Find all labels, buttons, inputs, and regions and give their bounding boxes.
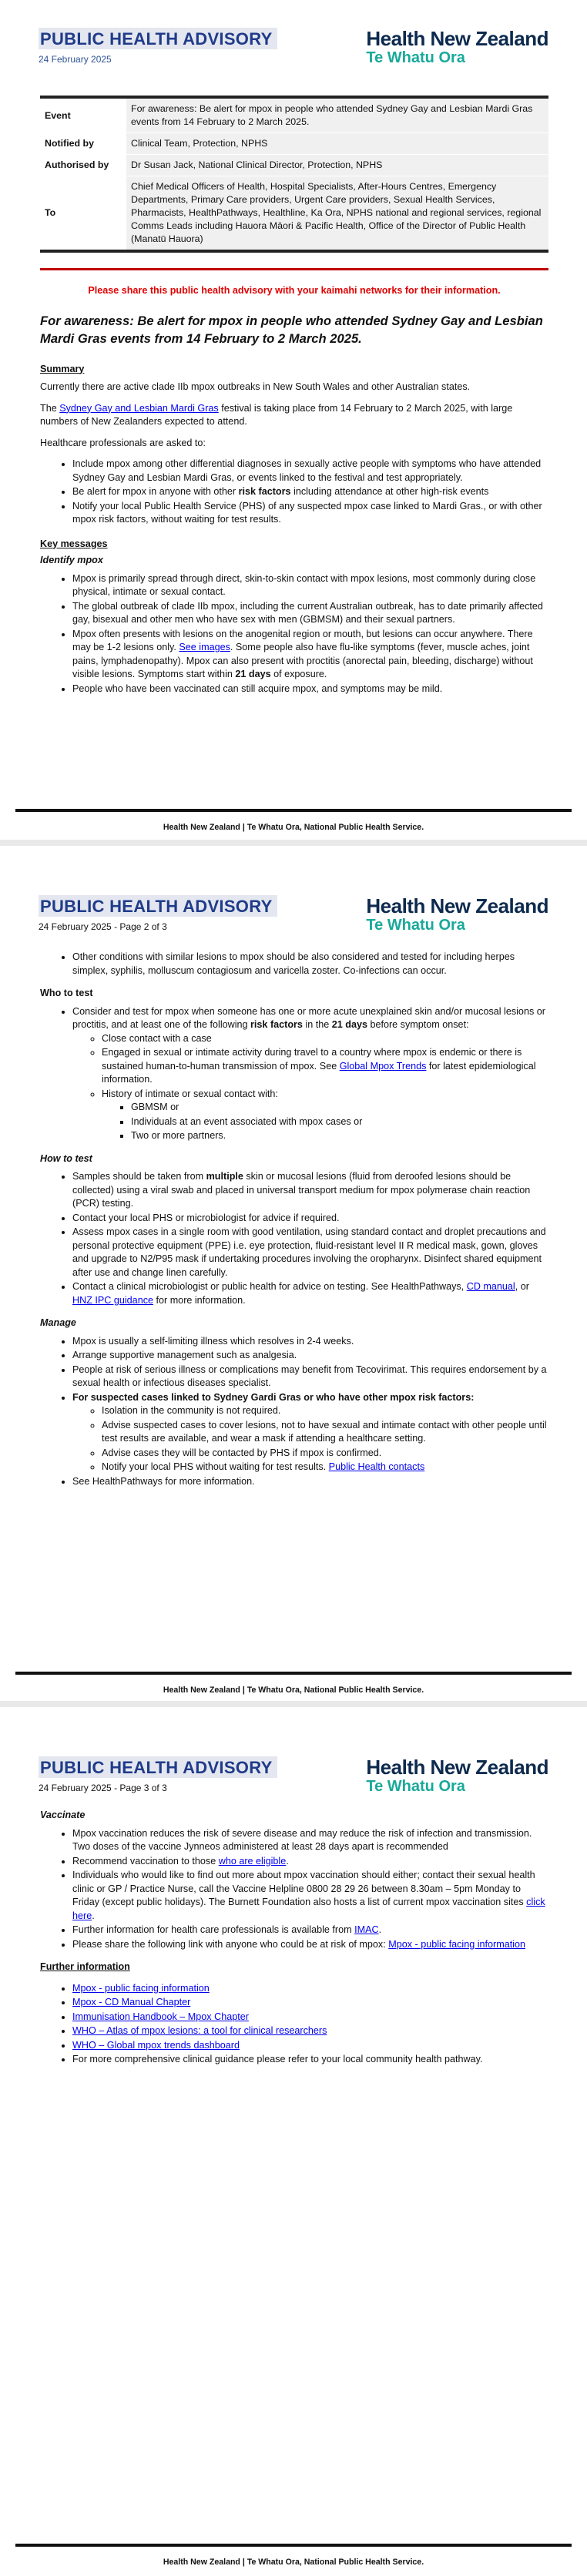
how-to-test-heading: How to test bbox=[40, 1152, 92, 1164]
list-item: ▪ GBMSM or bbox=[131, 1101, 548, 1115]
global-mpox-trends-link[interactable]: Global Mpox Trends bbox=[339, 1060, 427, 1072]
further-information-list bbox=[40, 1982, 548, 2067]
footer-text: Health New Zealand | Te Whatu Ora, National Public Health Service. bbox=[163, 2558, 424, 2567]
immunisation-handbook-link[interactable]: Immunisation Handbook – Mpox Chapter bbox=[72, 2011, 249, 2022]
eligible-link[interactable]: who are eligible bbox=[218, 1855, 287, 1867]
list-item bbox=[72, 1869, 548, 1923]
logo-maori: Te Whatu Ora bbox=[366, 1778, 465, 1795]
page-2 bbox=[0, 846, 587, 1701]
logo-english: Health New Zealand bbox=[366, 27, 548, 50]
text: . bbox=[92, 1910, 95, 1921]
identify-list bbox=[40, 572, 548, 696]
vaccinate-list bbox=[40, 1827, 548, 1952]
page-footer bbox=[15, 1672, 572, 1695]
list-item: ◦ Advise cases they will be contacted by PHS if mpox is confirmed. bbox=[102, 1447, 548, 1461]
meta-key: To bbox=[40, 176, 126, 252]
suspected-case-list bbox=[72, 1404, 548, 1474]
text-bold: risk factors bbox=[238, 486, 291, 497]
mpox-public-facing-link[interactable]: Mpox - public facing information bbox=[72, 1982, 210, 1994]
text-bold: risk factors bbox=[250, 1019, 303, 1030]
list-item: • For more comprehensive clinical guidance please refer to your local community health pathway. bbox=[72, 2053, 548, 2067]
list-item: • Mpox is usually a self-limiting illness which resolves in 2-4 weeks. bbox=[72, 1335, 548, 1349]
list-item bbox=[72, 1170, 548, 1211]
page-3 bbox=[0, 1707, 587, 2576]
advisory-meta-table bbox=[40, 96, 548, 253]
list-item: • Contact your local PHS or microbiologist for advice if required. bbox=[72, 1212, 548, 1226]
list-item bbox=[72, 1855, 548, 1869]
meta-value: Chief Medical Officers of Health, Hospital Specialists, After-Hours Centres, Emergency Departments, Primary Care providers, Urgent Care providers, Sexual Health Services, Pharmacists, HealthPathways, Healthline, Ka Ora, NPHS national and regional services, regional Comms Leads including Hauora Māori & Pacific Health, Office of the Director of Public Health (Manatū Hauora) bbox=[126, 176, 548, 252]
page-2-body bbox=[40, 948, 548, 1494]
footer-text: Health New Zealand | Te Whatu Ora, National Public Health Service. bbox=[163, 1685, 424, 1695]
text: Further information for health care professionals is available from bbox=[72, 1924, 355, 1935]
list-item: ◦ Isolation in the community is not required. bbox=[102, 1404, 548, 1418]
text: Notify your local PHS without waiting for test results. bbox=[102, 1461, 329, 1472]
imac-link[interactable]: IMAC bbox=[354, 1924, 379, 1935]
list-item bbox=[72, 1996, 548, 2010]
text: in the bbox=[302, 1019, 332, 1030]
list-item: • People who have been vaccinated can still acquire mpox, and symptoms may be mild. bbox=[72, 683, 548, 696]
logo-maori: Te Whatu Ora bbox=[366, 917, 465, 934]
list-item bbox=[72, 2011, 548, 2024]
identify-heading: Identify mpox bbox=[40, 555, 103, 565]
summary-paragraph: Healthcare professionals are asked to: bbox=[40, 437, 206, 448]
page-number: 24 February 2025 - Page 3 of 3 bbox=[39, 1783, 167, 1793]
text: skin or mucosal lesions (fluid from deroofed lesions should be collected) using a viral swab and placed in universal transport medium for mpox polymerase chain reaction (PCR) testing. bbox=[72, 1171, 531, 1209]
list-item bbox=[102, 1046, 548, 1087]
mpox-public-info-link[interactable]: Mpox - public facing information bbox=[388, 1938, 526, 1950]
list-item: ▪ Individuals at an event associated with mpox cases or bbox=[131, 1115, 548, 1129]
page-1-body bbox=[40, 96, 548, 702]
meta-key: Notified by bbox=[40, 133, 126, 155]
summary-paragraph bbox=[40, 402, 548, 429]
logo-english: Health New Zealand bbox=[366, 894, 548, 917]
meta-row-notified bbox=[40, 133, 548, 155]
meta-key: Event bbox=[40, 97, 126, 133]
summary-paragraph: Currently there are active clade IIb mpox outbreaks in New South Wales and other Australian states. bbox=[40, 381, 471, 392]
list-item bbox=[72, 2039, 548, 2053]
health-nz-logo bbox=[366, 895, 548, 934]
list-item bbox=[72, 1982, 548, 1996]
advisory-title: PUBLIC HEALTH ADVISORY bbox=[39, 895, 277, 917]
who-to-test-list bbox=[40, 1005, 548, 1143]
list-item: ▪ Two or more partners. bbox=[131, 1129, 548, 1143]
mardi-gras-link[interactable]: Sydney Gay and Lesbian Mardi Gras bbox=[59, 402, 219, 414]
list-item: • Include mpox among other differential diagnoses in sexually active people with symptoms who have attended Sydney Gay and Lesbian Mardi Gras, or events linked to the festival and test appropriately. bbox=[72, 458, 548, 485]
advisory-title: PUBLIC HEALTH ADVISORY bbox=[39, 1756, 277, 1778]
text-bold: 21 days bbox=[331, 1019, 367, 1030]
text: before symptom onset: bbox=[367, 1019, 469, 1030]
footer-text: Health New Zealand | Te Whatu Ora, National Public Health Service. bbox=[163, 823, 424, 832]
summary-list bbox=[40, 458, 548, 527]
list-item bbox=[72, 628, 548, 682]
text: of exposure. bbox=[270, 669, 327, 679]
text: Samples should be taken from bbox=[72, 1171, 206, 1182]
see-images-link[interactable]: See images bbox=[179, 642, 230, 652]
advisory-headline: For awareness: Be alert for mpox in people who attended Sydney Gay and Lesbian Mardi Gras events from 14 February to 2 March 2025. bbox=[40, 313, 543, 346]
page-footer bbox=[15, 809, 572, 832]
page-1 bbox=[0, 0, 587, 840]
page-header bbox=[39, 1756, 548, 1803]
footer-divider bbox=[15, 2544, 572, 2547]
page-number: 24 February 2025 - Page 2 of 3 bbox=[39, 921, 167, 932]
red-divider bbox=[40, 268, 548, 270]
public-health-contacts-link[interactable]: Public Health contacts bbox=[328, 1461, 425, 1472]
list-item: ◦ Close contact with a case bbox=[102, 1032, 548, 1046]
summary-heading: Summary bbox=[40, 363, 85, 374]
meta-row-event bbox=[40, 97, 548, 133]
page-3-body bbox=[40, 1809, 548, 2073]
key-messages-heading: Key messages bbox=[40, 538, 108, 549]
list-item: • Other conditions with similar lesions to mpox should be also considered and tested for including herpes simplex, syphilis, molluscum contagiosum and varicella zoster. Co-infections can occur. bbox=[72, 951, 548, 978]
list-item bbox=[72, 2024, 548, 2038]
risk-factor-list bbox=[72, 1032, 548, 1143]
page-header bbox=[39, 895, 548, 941]
text: Individuals who would like to find out more about mpox vaccination should either; contact their sexual health clinic or GP / Practice Nurse, call the Vaccine Helpline 0800 28 29 26 between 8.30am – 5pm Monday to Friday (except public holidays). The Burnett Foundation also hosts a list of current mpox vaccination sites bbox=[72, 1870, 535, 1907]
page-header bbox=[39, 28, 548, 74]
list-item bbox=[72, 1005, 548, 1143]
logo-maori: Te Whatu Ora bbox=[366, 49, 465, 66]
text: Recommend vaccination to those bbox=[72, 1855, 219, 1867]
list-item: • See HealthPathways for more information. bbox=[72, 1475, 548, 1489]
text: Engaged in sexual or intimate activity during travel to a country where mpox is endemic or there is sustained human-to-human transmission of mpox. See bbox=[102, 1047, 522, 1072]
how-to-test-list bbox=[40, 1170, 548, 1307]
list-item: • People at risk of serious illness or complications may benefit from Tecovirimat. This requires endorsement by a sexual health or infectious diseases specialist. bbox=[72, 1363, 548, 1390]
list-item: • Notify your local Public Health Service (PHS) of any suspected mpox case linked to Mardi Gras., or with other mpox risk factors, without waiting for test results. bbox=[72, 500, 548, 527]
list-item: • Mpox is primarily spread through direct, skin-to-skin contact with mpox lesions, most commonly during close physical, intimate or sexual contact. bbox=[72, 572, 548, 599]
text: . bbox=[286, 1855, 289, 1867]
who-dashboard-link[interactable]: WHO – Global mpox trends dashboard bbox=[72, 2039, 240, 2051]
advisory-date: 24 February 2025 bbox=[39, 54, 112, 65]
cd-manual-chapter-link[interactable]: Mpox - CD Manual Chapter bbox=[72, 1997, 191, 2007]
list-item bbox=[72, 485, 548, 499]
text: Be alert for mpox in anyone with other bbox=[72, 486, 239, 497]
list-item bbox=[102, 1461, 548, 1474]
hnz-ipc-guidance-link[interactable]: HNZ IPC guidance bbox=[72, 1294, 153, 1306]
list-item: • Mpox vaccination reduces the risk of severe disease and may reduce the risk of infection and transmission. Two doses of the vaccine Jynneos administered at least 28 days apart is recommended bbox=[72, 1827, 548, 1854]
cd-manual-link[interactable]: CD manual bbox=[466, 1281, 515, 1292]
other-conditions-list bbox=[40, 951, 548, 978]
text: including attendance at other high-risk events bbox=[290, 486, 489, 497]
footer-divider bbox=[15, 1672, 572, 1675]
meta-value: Clinical Team, Protection, NPHS bbox=[126, 133, 548, 155]
list-item: • The global outbreak of clade IIb mpox, including the current Australian outbreak, has to date primarily affected gay, bisexual and other men who have sex with men (GBMSM) and their sexual partners. bbox=[72, 600, 548, 627]
meta-value: Dr Susan Jack, National Clinical Director, Protection, NPHS bbox=[126, 155, 548, 176]
meta-row-to bbox=[40, 176, 548, 252]
text: . bbox=[378, 1924, 382, 1935]
meta-key: Authorised by bbox=[40, 155, 126, 176]
list-item bbox=[72, 1938, 548, 1952]
list-item bbox=[72, 1280, 548, 1307]
who-to-test-heading: Who to test bbox=[40, 988, 93, 998]
logo-english: Health New Zealand bbox=[366, 1756, 548, 1779]
health-nz-logo bbox=[366, 28, 548, 66]
who-atlas-link[interactable]: WHO – Atlas of mpox lesions: a tool for clinical researchers bbox=[72, 2025, 327, 2036]
text: for more information. bbox=[153, 1294, 246, 1306]
advisory-title: PUBLIC HEALTH ADVISORY bbox=[39, 28, 277, 49]
text: History of intimate or sexual contact with: bbox=[102, 1088, 278, 1099]
list-item: ◦ Advise suspected cases to cover lesions, not to have sexual and intimate contact with other people until test results are available, and wear a mask if attending a healthcare setting. bbox=[102, 1419, 548, 1446]
list-item bbox=[72, 1391, 548, 1474]
health-nz-logo bbox=[366, 1756, 548, 1795]
further-information-heading: Further information bbox=[40, 1961, 130, 1972]
page-footer bbox=[15, 2544, 572, 2567]
list-item bbox=[72, 1924, 548, 1937]
contact-list bbox=[102, 1101, 548, 1143]
list-item: • Assess mpox cases in a single room with good ventilation, using standard contact and droplet precautions and personal protective equipment (PPE) i.e. eye protection, fluid-resistant level II R medical mask, gown, gloves and upgrade to N2/P95 mask if undertaking procedures involving the oropharynx. Disinfect shared equipment after use and change linen carefully. bbox=[72, 1226, 548, 1280]
meta-row-authorised bbox=[40, 155, 548, 176]
list-item bbox=[102, 1088, 548, 1143]
text: The bbox=[40, 402, 60, 414]
manage-heading: Manage bbox=[40, 1317, 76, 1328]
text-bold: 21 days bbox=[235, 669, 271, 679]
text: . Some people also have flu-like symptoms (fever, muscle aches, joint pains, lymphadenopathy). Mpox can also present with proctitis (anorectal pain, bleeding, discharge) without visible lesions. Symptoms start within bbox=[72, 642, 533, 679]
text: , or bbox=[515, 1281, 529, 1292]
text-bold: multiple bbox=[206, 1171, 243, 1182]
text-bold: For suspected cases linked to Sydney Gardi Gras or who have other mpox risk factors: bbox=[72, 1391, 475, 1403]
meta-value: For awareness: Be alert for mpox in people who attended Sydney Gay and Lesbian Mardi Gras events from 14 February to 2 March 2025. bbox=[126, 97, 548, 133]
list-item: • Arrange supportive management such as analgesia. bbox=[72, 1349, 548, 1363]
footer-divider bbox=[15, 809, 572, 812]
text: Please share the following link with anyone who could be at risk of mpox: bbox=[72, 1938, 389, 1950]
share-notice: Please share this public health advisory with your kaimahi networks for their information. bbox=[88, 285, 501, 296]
text: Mpox often presents with lesions on the anogenital region or mouth, but lesions can occur anywhere. There may be 1-2 lesions only. bbox=[72, 628, 533, 652]
text: festival is taking place from 14 February to 2 March 2025, with large numbers of New Zealanders expected to attend. bbox=[40, 402, 513, 427]
text: Consider and test for mpox when someone has one or more acute unexplained skin and/or mucosal lesions or proctitis, and at least one of the following bbox=[72, 1005, 545, 1030]
manage-list bbox=[40, 1335, 548, 1489]
text: for latest epidemiological information. bbox=[102, 1060, 536, 1085]
vaccinate-heading: Vaccinate bbox=[40, 1810, 86, 1820]
text: Contact a clinical microbiologist or public health for advice on testing. See HealthPathways, bbox=[72, 1281, 467, 1292]
vaccination-sites-link[interactable]: click here bbox=[72, 1897, 545, 1921]
